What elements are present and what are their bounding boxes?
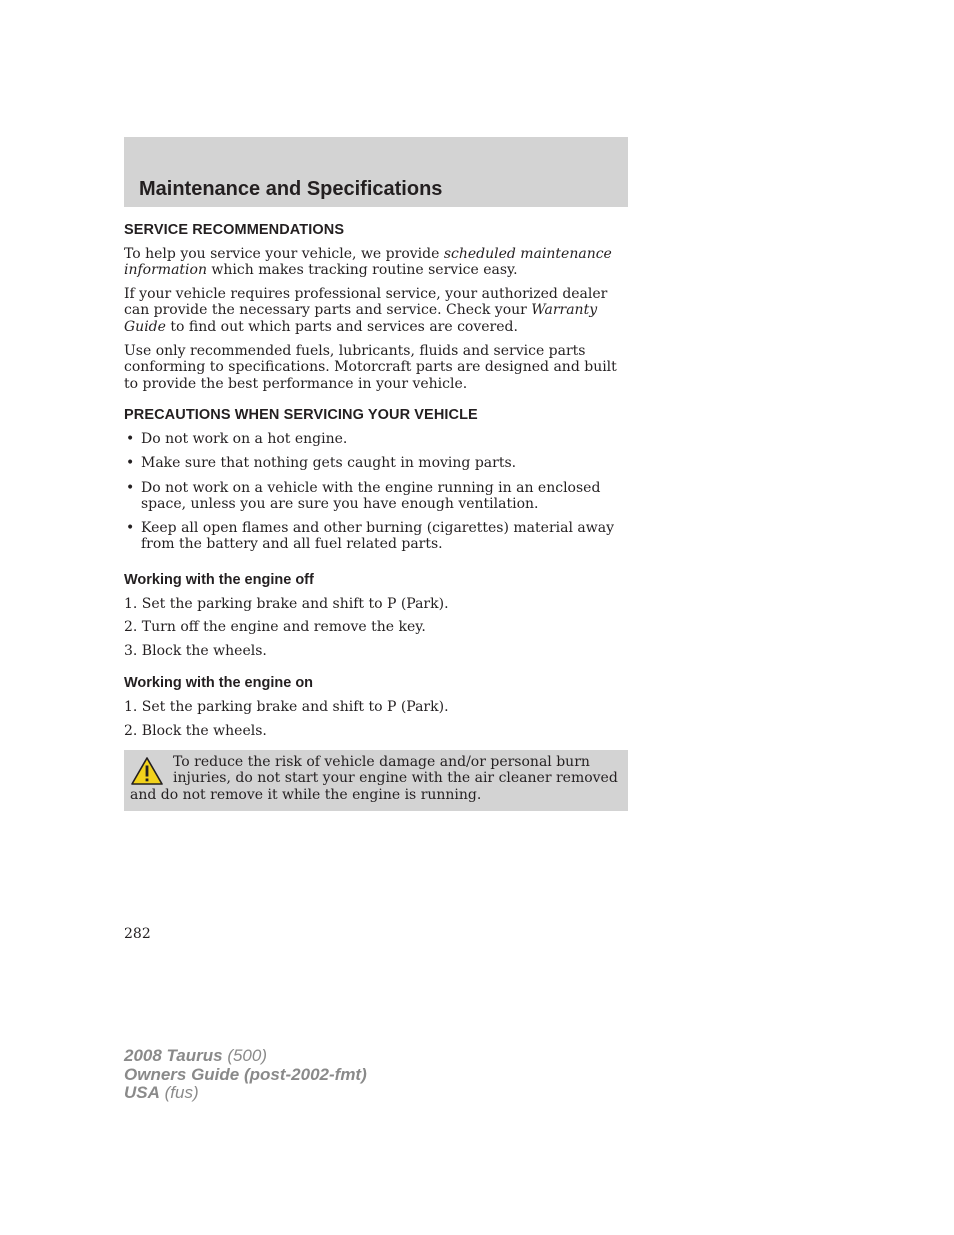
step-engine-on-2: 2. Block the wheels.	[124, 723, 267, 739]
step-engine-off-3: 3. Block the wheels.	[124, 643, 267, 659]
step-engine-off-2: 2. Turn off the engine and remove the key.	[124, 619, 426, 635]
precautions-list	[124, 431, 628, 553]
step-engine-off-1: 1. Set the parking brake and shift to P (Park).	[124, 596, 449, 612]
paragraph-service-2: If your vehicle requires professional service, your authorized dealer can provide the necessary parts and service. Check your Warranty Guide to find out which parts and services are covered.	[124, 286, 608, 335]
footer-line-model: 2008 Taurus (500)	[124, 1046, 268, 1065]
list-item: • Keep all open flames and other burning (cigarettes) material away from the battery and all fuel related parts.	[126, 520, 614, 553]
section-header-band	[124, 137, 628, 207]
paragraph-service-1: To help you service your vehicle, we provide scheduled maintenance information which makes tracking routine service easy.	[124, 246, 612, 279]
footer-line-market: USA (fus)	[124, 1083, 199, 1102]
page-number: 282	[124, 926, 151, 942]
step-engine-on-1: 1. Set the parking brake and shift to P (Park).	[124, 699, 449, 715]
heading-engine-on: Working with the engine on	[124, 675, 314, 691]
warning-text: To reduce the risk of vehicle damage and/or personal burn injuries, do not start your engine with the air cleaner removed and do not remove it while the engine is running.	[130, 754, 618, 803]
page-title: Maintenance and Specifications	[139, 178, 443, 200]
warning-box	[124, 750, 628, 811]
list-item: • Do not work on a vehicle with the engine running in an enclosed space, unless you are sure you have enough ventilation.	[126, 479, 601, 512]
footer-line-guide: Owners Guide (post-2002-fmt)	[124, 1064, 367, 1084]
heading-engine-off: Working with the engine off	[124, 572, 314, 588]
document-footer	[124, 1047, 367, 1103]
heading-precautions: PRECAUTIONS WHEN SERVICING YOUR VEHICLE	[124, 407, 478, 423]
list-item: • Do not work on a hot engine.	[126, 431, 348, 447]
paragraph-service-3: Use only recommended fuels, lubricants, fluids and service parts conforming to specifications. Motorcraft parts are designed and built to provide the best performance in your vehicle.	[124, 343, 617, 392]
heading-service-recommendations: SERVICE RECOMMENDATIONS	[124, 222, 345, 238]
list-item: • Make sure that nothing gets caught in moving parts.	[126, 455, 517, 472]
